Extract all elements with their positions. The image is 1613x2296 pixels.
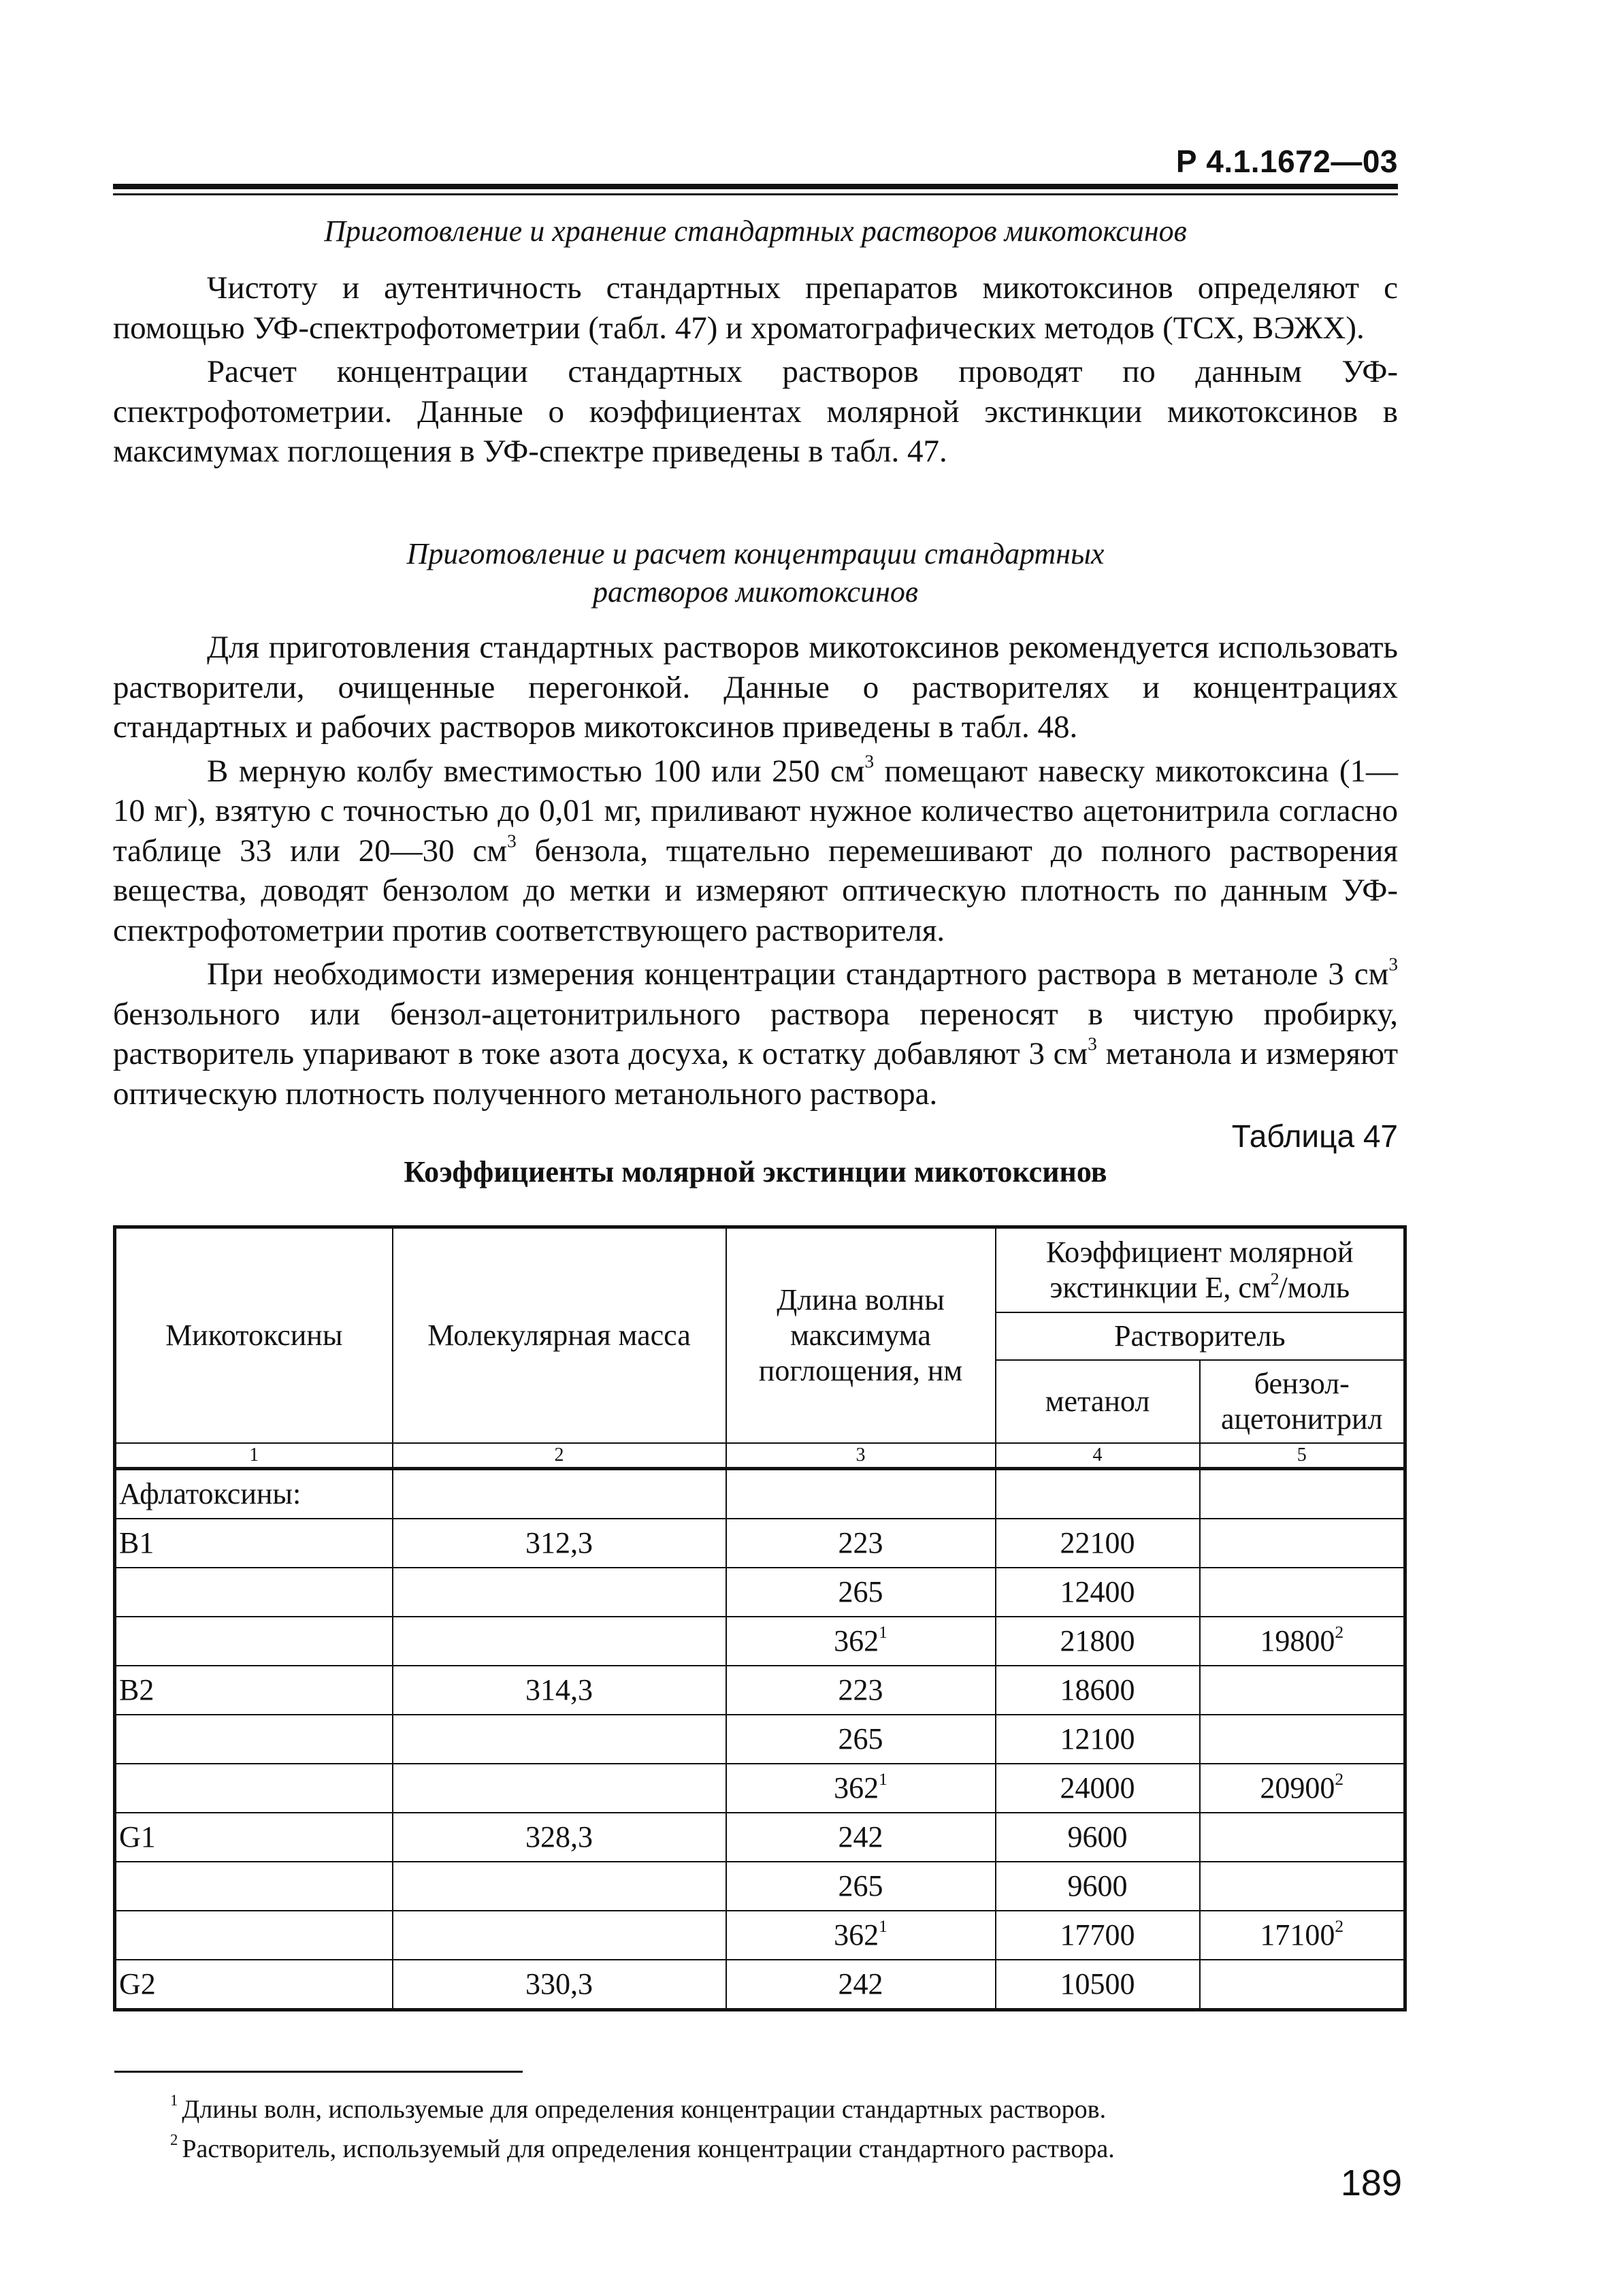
table-row	[115, 1764, 1405, 1813]
table-row	[115, 1519, 1405, 1568]
cell-value: 265	[838, 1722, 883, 1756]
header-rule-thick	[113, 184, 1398, 189]
paragraph: Чистоту и аутентичность стандартных препаратов микотоксинов определяют с помощью УФ-спектрофотометрии (табл. 47) и хроматографических методов (ТСХ, ВЭЖХ).	[113, 270, 1398, 346]
cell-wavelength	[726, 1813, 996, 1862]
cell-methanol	[996, 1960, 1200, 2010]
extinction-table	[113, 1225, 1407, 2011]
column-index: 2	[393, 1443, 726, 1469]
cell-molecular-mass	[393, 1911, 726, 1960]
cell-benzene-acetonitrile	[1200, 1911, 1405, 1960]
paragraph	[113, 954, 1398, 1114]
cell-value: 362	[834, 1771, 879, 1805]
cell-value: 20900	[1260, 1771, 1335, 1805]
cell-value: Афлатоксины:	[119, 1477, 302, 1510]
section-preparation	[113, 535, 1398, 1114]
footnote-ref: 1	[879, 1768, 887, 1789]
cell-value: 242	[838, 1820, 883, 1854]
column-index: 3	[726, 1443, 996, 1469]
footnote-mark: 1	[170, 2091, 178, 2109]
table-row	[115, 1813, 1405, 1862]
footnote-ref: 2	[1335, 1915, 1344, 1936]
cell-toxin	[115, 1862, 393, 1911]
cell-wavelength	[726, 1568, 996, 1617]
cell-methanol	[996, 1617, 1200, 1666]
cell-benzene-acetonitrile	[1200, 1960, 1405, 2010]
cell-value: 312,3	[525, 1526, 593, 1559]
cell-wavelength	[726, 1911, 996, 1960]
table-row	[115, 1617, 1405, 1666]
cell-wavelength	[726, 1469, 996, 1519]
table-row	[115, 1715, 1405, 1764]
table-title: Коэффициенты молярной экстинции микотоксинов	[404, 1155, 1107, 1189]
cell-methanol	[996, 1715, 1200, 1764]
cell-wavelength	[726, 1960, 996, 2010]
section-title-preparation	[113, 535, 1398, 611]
table-number: Таблица 47	[1231, 1118, 1398, 1154]
table-row	[115, 1960, 1405, 2010]
cell-benzene-acetonitrile	[1200, 1715, 1405, 1764]
text-run: В мерную колбу вместимостью 100 или 250 см	[207, 753, 865, 789]
header-solvent: Растворитель	[996, 1312, 1405, 1360]
cell-methanol	[996, 1911, 1200, 1960]
cell-molecular-mass	[393, 1862, 726, 1911]
cell-value: G2	[119, 1967, 156, 2001]
cell-value: 24000	[1060, 1771, 1135, 1805]
header-benzene-acetonitrile: бензол-ацетонитрил	[1200, 1360, 1405, 1443]
page-number: 189	[1340, 2163, 1402, 2203]
header-extinction-coefficient	[996, 1227, 1405, 1313]
paragraph: Для приготовления стандартных растворов микотоксинов рекомендуется использовать растворители, очищенные перегонкой. Данные о растворителях и концентрациях стандартных и рабочих растворов микотоксинов приведены в табл. 48.	[113, 630, 1398, 745]
cell-toxin	[115, 1960, 393, 2010]
section-storage	[113, 212, 1398, 472]
superscript: 3	[1088, 1033, 1097, 1054]
cell-value: 314,3	[525, 1673, 593, 1707]
cell-value: 17100	[1260, 1918, 1335, 1952]
cell-molecular-mass	[393, 1519, 726, 1568]
footnote-mark: 2	[170, 2131, 178, 2148]
header-text: Коэффициент молярной экстинкции Е, см	[1045, 1235, 1354, 1304]
cell-value: 330,3	[525, 1967, 593, 2001]
cell-benzene-acetonitrile	[1200, 1617, 1405, 1666]
table-row	[115, 1568, 1405, 1617]
cell-toxin	[115, 1568, 393, 1617]
footnote-ref: 2	[1335, 1768, 1344, 1789]
column-index-row	[115, 1443, 1405, 1469]
table-row	[115, 1469, 1405, 1519]
cell-methanol	[996, 1862, 1200, 1911]
cell-value: 223	[838, 1526, 883, 1559]
cell-toxin	[115, 1715, 393, 1764]
footnote-rule	[114, 2071, 523, 2073]
cell-molecular-mass	[393, 1568, 726, 1617]
cell-methanol	[996, 1519, 1200, 1568]
cell-toxin	[115, 1519, 393, 1568]
cell-value: 19800	[1260, 1624, 1335, 1658]
table-row	[115, 1862, 1405, 1911]
cell-methanol	[996, 1469, 1200, 1519]
cell-wavelength	[726, 1666, 996, 1715]
cell-value: 362	[834, 1918, 879, 1952]
header-molecular-mass: Молекулярная масса	[393, 1227, 726, 1444]
cell-wavelength	[726, 1715, 996, 1764]
cell-value: 10500	[1060, 1967, 1135, 2001]
cell-benzene-acetonitrile	[1200, 1519, 1405, 1568]
cell-wavelength	[726, 1862, 996, 1911]
text-run: метанола и измеряют оптическую плотность полученного метанольного раствора.	[113, 1036, 1398, 1112]
cell-value: 9600	[1067, 1869, 1128, 1903]
paragraph: Расчет концентрации стандартных растворов проводят по данным УФ-спектрофотометрии. Данные о коэффициентах молярной экстинкции микотоксинов в максимумах поглощения в УФ-спектре приведены в табл. 47.	[113, 354, 1398, 469]
superscript: 2	[1270, 1268, 1280, 1289]
cell-toxin	[115, 1911, 393, 1960]
text-run: При необходимости измерения концентрации стандартного раствора в метаноле 3 см	[207, 956, 1389, 992]
cell-benzene-acetonitrile	[1200, 1764, 1405, 1813]
footnote-ref: 1	[879, 1915, 887, 1936]
cell-molecular-mass	[393, 1617, 726, 1666]
cell-benzene-acetonitrile	[1200, 1666, 1405, 1715]
cell-value: G1	[119, 1820, 156, 1854]
paragraph	[113, 751, 1398, 951]
cell-value: B2	[119, 1673, 154, 1707]
footnotes	[170, 2090, 1395, 2169]
cell-methanol	[996, 1764, 1200, 1813]
cell-methanol	[996, 1666, 1200, 1715]
header-wavelength: Длина волны максимума поглощения, нм	[726, 1227, 996, 1444]
text-run: бензольного или бензол-ацетонитрильного раствора переносят в чистую пробирку, растворитель упаривают в токе азота досуха, к остатку добавляют 3 см	[113, 996, 1398, 1071]
superscript: 3	[864, 751, 875, 772]
section-title-line: растворов микотоксинов	[592, 575, 919, 609]
cell-value: 265	[838, 1575, 883, 1608]
footnote-text: Растворитель, используемый для определения концентрации стандартного раствора.	[182, 2135, 1115, 2163]
column-index: 4	[996, 1443, 1200, 1469]
header-text: /моль	[1279, 1271, 1350, 1304]
column-index: 5	[1200, 1443, 1405, 1469]
cell-value: B1	[119, 1526, 154, 1559]
cell-value: 22100	[1060, 1526, 1135, 1559]
footnote	[170, 2090, 1395, 2129]
cell-value: 362	[834, 1624, 879, 1658]
text-run: помещают навеску микотоксина (1—10 мг), взятую с точностью до 0,01 мг, приливают нужное количество ацетонитрила согласно таблице 33 или 20—30 см	[113, 753, 1399, 869]
section-title-line: Приготовление и расчет концентрации стандартных	[406, 537, 1105, 570]
footnote	[170, 2129, 1395, 2169]
cell-benzene-acetonitrile	[1200, 1568, 1405, 1617]
cell-value: 242	[838, 1967, 883, 2001]
text-run: бензола, тщательно перемешивают до полного растворения вещества, доводят бензолом до метки и измеряют оптическую плотность по данным УФ-спектрофотометрии против соответствующего растворителя.	[113, 832, 1398, 948]
header-methanol: метанол	[996, 1360, 1200, 1443]
footnote-ref: 2	[1335, 1621, 1344, 1642]
column-index: 1	[115, 1443, 393, 1469]
cell-value: 12100	[1060, 1722, 1135, 1756]
cell-wavelength	[726, 1764, 996, 1813]
cell-toxin	[115, 1813, 393, 1862]
document-code: Р 4.1.1672—03	[1175, 144, 1398, 179]
cell-molecular-mass	[393, 1764, 726, 1813]
cell-value: 12400	[1060, 1575, 1135, 1608]
cell-value: 18600	[1060, 1673, 1135, 1707]
footnote-text: Длины волн, используемые для определения концентрации стандартных растворов.	[182, 2095, 1107, 2124]
table-row	[115, 1911, 1405, 1960]
header-toxins: Микотоксины	[115, 1227, 393, 1444]
cell-wavelength	[726, 1617, 996, 1666]
superscript: 3	[1388, 954, 1398, 975]
cell-molecular-mass	[393, 1960, 726, 2010]
cell-value: 223	[838, 1673, 883, 1707]
cell-toxin	[115, 1666, 393, 1715]
cell-molecular-mass	[393, 1715, 726, 1764]
cell-value: 328,3	[525, 1820, 593, 1854]
cell-molecular-mass	[393, 1469, 726, 1519]
cell-molecular-mass	[393, 1813, 726, 1862]
cell-toxin	[115, 1469, 393, 1519]
cell-methanol	[996, 1568, 1200, 1617]
header-rule-thin	[113, 193, 1398, 195]
footnote-ref: 1	[879, 1621, 887, 1642]
cell-benzene-acetonitrile	[1200, 1862, 1405, 1911]
cell-methanol	[996, 1813, 1200, 1862]
table-body	[115, 1469, 1405, 2010]
table-row	[115, 1666, 1405, 1715]
cell-value: 9600	[1067, 1820, 1128, 1854]
cell-toxin	[115, 1617, 393, 1666]
cell-value: 21800	[1060, 1624, 1135, 1658]
cell-molecular-mass	[393, 1666, 726, 1715]
cell-benzene-acetonitrile	[1200, 1813, 1405, 1862]
cell-toxin	[115, 1764, 393, 1813]
superscript: 3	[507, 830, 517, 852]
cell-wavelength	[726, 1519, 996, 1568]
cell-benzene-acetonitrile	[1200, 1469, 1405, 1519]
cell-value: 17700	[1060, 1918, 1135, 1952]
cell-value: 265	[838, 1869, 883, 1903]
section-title-storage: Приготовление и хранение стандартных растворов микотоксинов	[324, 214, 1187, 248]
